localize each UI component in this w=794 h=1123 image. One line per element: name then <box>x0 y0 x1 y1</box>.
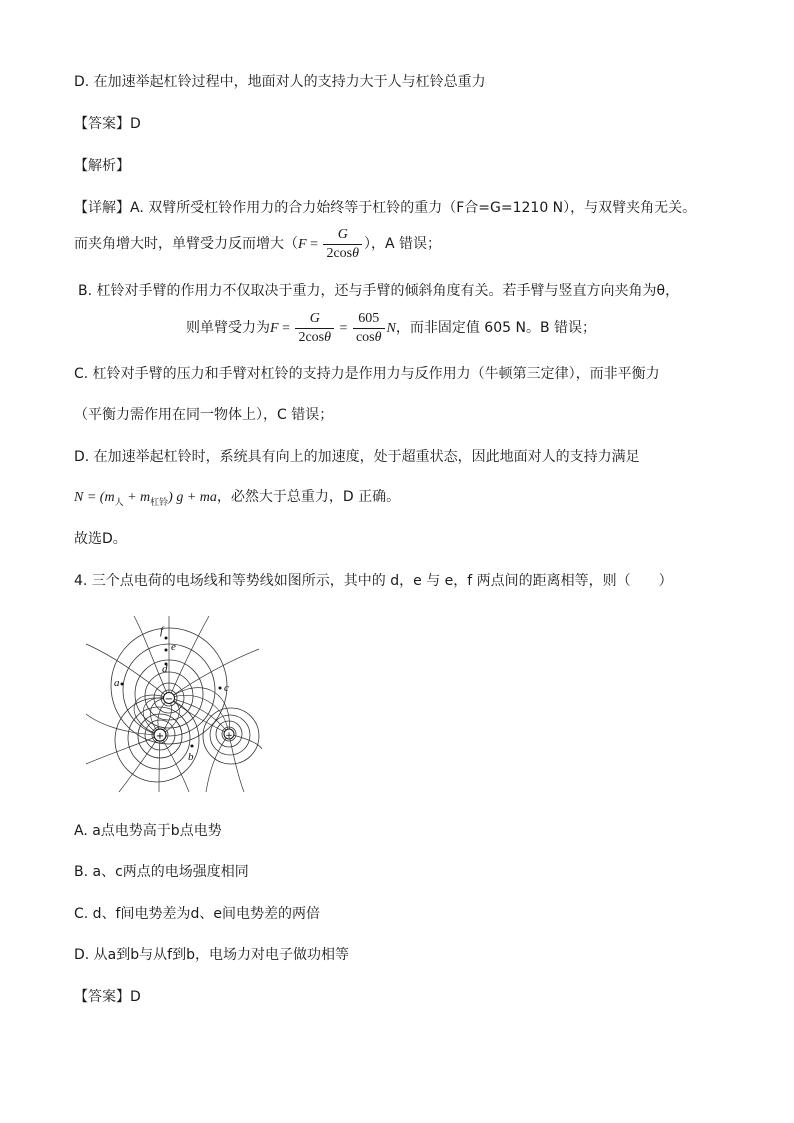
q4-option-a: A. a点电势高于b点电势 <box>74 823 222 839</box>
q3-analysis-label: 【解析】 <box>74 158 130 174</box>
label-c: c <box>224 682 229 694</box>
formula-F: F <box>270 321 279 336</box>
den-2cos: 2cos <box>326 245 353 261</box>
formula-g-ma: ) g + ma <box>168 490 217 505</box>
den-cos: cos <box>355 329 375 345</box>
formula-eq: = <box>278 321 294 336</box>
frac-num: G <box>323 226 362 245</box>
electric-field-figure <box>84 614 264 794</box>
detail-b-text2: 则单臂受力为 <box>186 320 270 336</box>
point-f <box>165 637 168 640</box>
frac-den <box>295 329 334 347</box>
label-a: a <box>114 677 120 689</box>
q3-detail-d-line1: D. 在加速举起杠铃时，系统具有向上的加速度，处于超重状态，因此地面对人的支持力满足 <box>74 449 640 465</box>
answer-value: D <box>130 989 141 1005</box>
den-theta: θ <box>374 329 382 345</box>
label-f: f <box>160 625 164 637</box>
q3-detail-a-line1 <box>74 198 696 218</box>
q3-answer <box>74 114 141 134</box>
detail-a-text3: ），A 错误； <box>364 236 442 252</box>
negative-sign: − <box>164 694 174 705</box>
answer-label: 【答案】 <box>74 989 130 1005</box>
point-c <box>219 687 222 690</box>
q3-detail-b-line1: B. 杠铃对手臂的作用力不仅取决于重力，还与手臂的倾斜角度有关。若手臂与竖直方向夹角为θ， <box>78 283 680 299</box>
den-theta: θ <box>324 329 332 345</box>
point-e <box>165 649 168 652</box>
positive-charge-right <box>224 729 234 741</box>
negative-charge <box>164 693 175 706</box>
answer-label: 【答案】 <box>74 116 130 132</box>
q3-detail-c-line1: C. 杠铃对手臂的压力和手臂对杠铃的支持力是作用力与反作用力（牛顿第三定律），而非平衡力 <box>74 366 660 382</box>
positive-charge-left <box>154 729 166 742</box>
q4-answer <box>74 987 141 1007</box>
detail-d-text2: ，必然大于总重力，D 正确。 <box>216 489 401 505</box>
q3-detail-c-line2: （平衡力需作用在同一物体上），C 错误； <box>74 407 334 423</box>
label-b: b <box>188 751 194 763</box>
frac-num: G <box>295 310 334 329</box>
point-a <box>121 683 124 686</box>
formula-plus-m: + m <box>123 490 151 505</box>
formula-sub-ren: 人 <box>114 497 124 508</box>
frac-num: 605 <box>353 310 385 329</box>
label-e: e <box>171 641 176 653</box>
q3-detail-b-line2 <box>186 308 596 349</box>
detail-a-text: A. 双臂所受杠铃作用力的合力始终等于杠铃的重力（F合=G=1210 N），与双臂夹角无关。 <box>130 200 697 216</box>
frac-den <box>353 329 385 347</box>
answer-value: D <box>130 116 141 132</box>
positive-sign-right: + <box>225 731 233 741</box>
q3-conclusion: 故选D。 <box>74 531 127 547</box>
q4-option-d: D. 从a到b与从f到b，电场力对电子做功相等 <box>74 947 349 963</box>
q4-option-b: B. a、c两点的电场强度相同 <box>74 864 249 880</box>
q3-option-d: D. 在加速举起杠铃过程中，地面对人的支持力大于人与杠铃总重力 <box>74 74 486 90</box>
positive-sign-left: + <box>155 731 165 742</box>
formula-eq: = <box>336 321 351 336</box>
q4-option-c: C. d、f间电势差为d、e间电势差的两倍 <box>74 906 320 922</box>
label-d: d <box>162 663 168 675</box>
formula-F: F <box>298 237 307 252</box>
formula-eq: = <box>306 237 322 252</box>
den-theta: θ <box>352 245 360 261</box>
den-2cos: 2cos <box>298 329 325 345</box>
q4-stem: 4. 三个点电荷的电场线和等势线如图所示，其中的 d，e 与 e，f 两点间的距离相等，则（ ） <box>74 573 673 589</box>
point-b <box>191 745 194 748</box>
detail-a-text2: 而夹角增大时，单臂受力反而增大（ <box>74 236 298 252</box>
fraction-G-over-2cos <box>295 310 334 347</box>
formula-N-eq: N = (m <box>74 490 115 505</box>
detail-b-text3: ，而非固定值 605 N。B 错误； <box>395 320 596 336</box>
fraction-G-over-2cos <box>323 226 362 263</box>
fraction-605-over-cos <box>353 310 385 347</box>
formula-N: N <box>386 321 396 336</box>
frac-den <box>323 245 362 263</box>
q3-detail-a-line2 <box>74 224 441 265</box>
detail-label: 【详解】 <box>74 200 130 216</box>
q3-detail-d-line2 <box>74 487 400 513</box>
formula-sub-gangling: 杠铃 <box>150 497 169 508</box>
